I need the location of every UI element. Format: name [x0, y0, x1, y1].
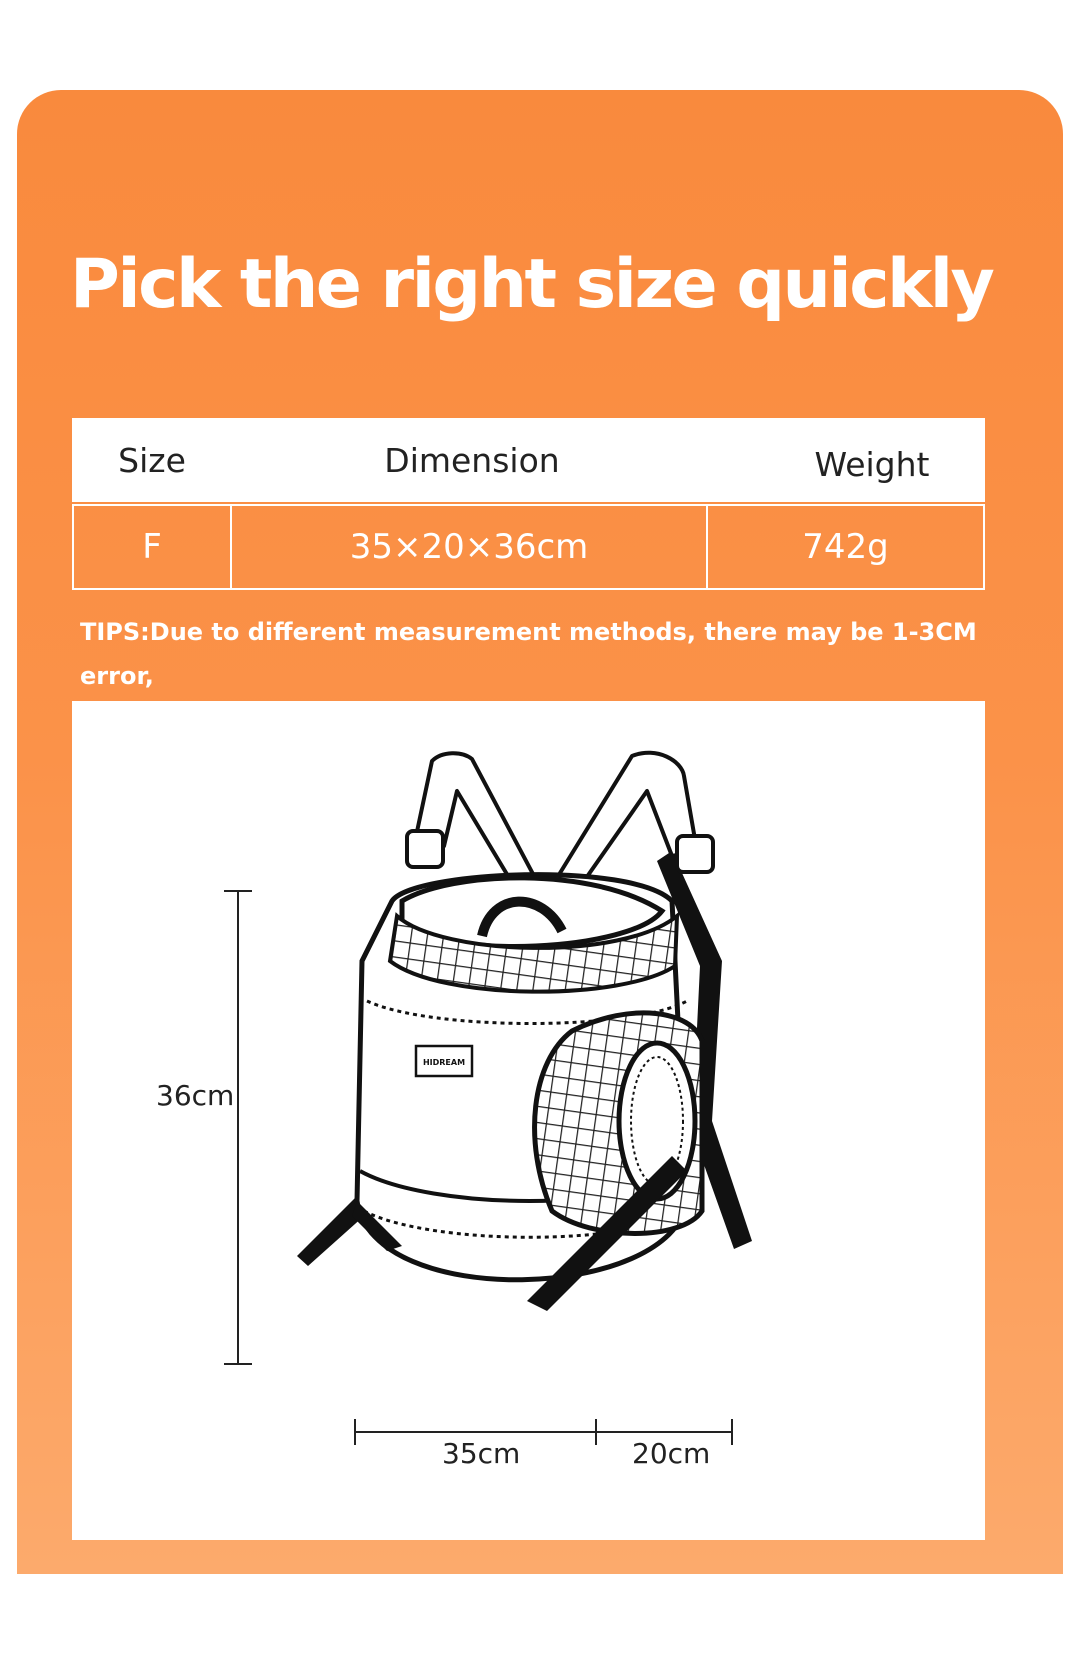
header-size: Size [118, 440, 186, 480]
header-weight: Weight [814, 444, 930, 484]
table-header-row [72, 418, 985, 502]
height-label: 36cm [156, 1079, 235, 1112]
backpack-illustration [72, 701, 985, 1540]
tips-line-1: TIPS:Due to different measurement methods, there may be 1-3CM error, [80, 618, 977, 690]
page-title: Pick the right size quickly [70, 245, 993, 324]
cell-dimension: 35×20×36cm [230, 504, 708, 590]
brand-label: HIDREAM [422, 1058, 466, 1067]
width-label: 35cm [442, 1437, 521, 1470]
depth-label: 20cm [632, 1437, 711, 1470]
cell-weight: 742g [706, 504, 985, 590]
cell-size: F [72, 504, 232, 590]
table-row [72, 504, 985, 594]
header-dimension: Dimension [384, 440, 560, 480]
size-table [72, 418, 985, 594]
diagram-panel [72, 701, 985, 1540]
height-dimension-line [224, 891, 252, 1364]
